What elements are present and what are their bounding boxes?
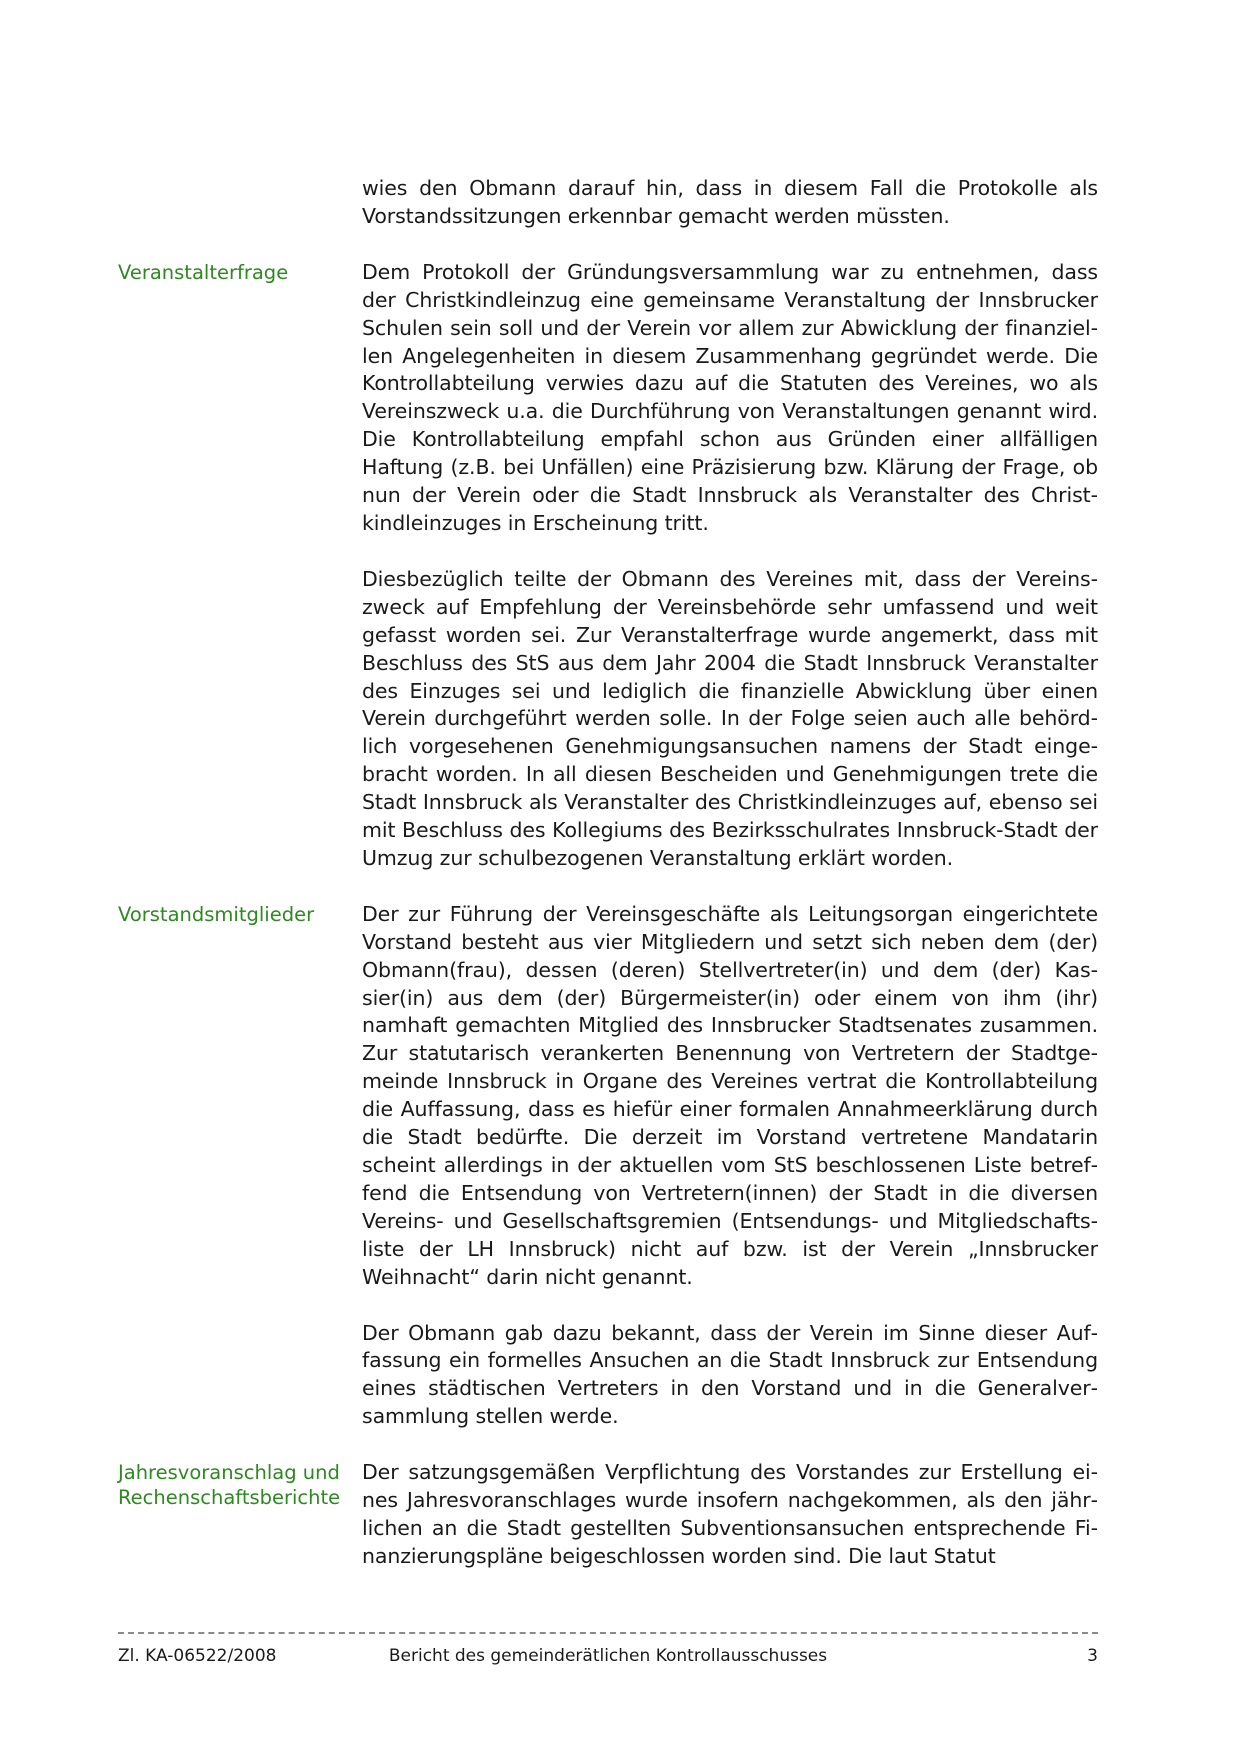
section-veranstalterfrage [118, 259, 1098, 901]
paragraph: Diesbezüglich teilte der Obmann des Vereines mit, dass der Vereinszweck auf Empfehlung der Vereinsbehörde sehr umfassend und weit gefasst worden sei. Zur Veranstalterfrage wurde angemerkt, dass mit Beschluss des StS aus dem Jahr 2004 die Stadt Innsbruck Veranstalter des Einzuges sei und lediglich die finanzielle Abwicklung über einen Verein durchgeführt werden solle. In der Folge seien auch alle behördlich vorgesehenen Genehmigungsansuchen namens der Stadt eingebracht worden. In all diesen Bescheiden und Genehmigungen trete die Stadt Innsbruck als Veranstalter des Christkindleinzuges auf, ebenso sei mit Beschluss des Kollegiums des Bezirksschulrates Innsbruck-Stadt der Umzug zur schulbezogenen Veranstaltung erklärt worden. [362, 566, 1098, 870]
section-body [362, 259, 1098, 901]
section-jahresvoranschlag [118, 1459, 1098, 1599]
section-body [362, 1459, 1098, 1599]
margin-label [118, 175, 362, 176]
footer-page-number: 3 [1087, 1646, 1098, 1666]
margin-label-jahresvoranschlag: Jahresvoranschlag und Rechenschaftsberichte [118, 1461, 341, 1510]
section-body [362, 901, 1098, 1459]
paragraph: Der zur Führung der Vereinsgeschäfte als Leitungsorgan eingerichtete Vorstand besteht aus vier Mitgliedern und setzt sich neben dem (der) Obmann(frau), dessen (deren) Stellvertreter(in) und dem (der) Kassier(in) aus dem (der) Bürgermeister(in) oder einem von ihm (ihr) namhaft gemachten Mitglied des Innsbrucker Stadtsenates zusammen. Zur statutarisch verankerten Benennung von Vertretern der Stadtgemeinde Innsbruck in Organe des Vereines vertrat die Kontrollabteilung die Auffassung, dass es hiefür einer formalen Annahmeerklärung durch die Stadt bedürfte. Die derzeit im Vorstand vertretene Mandatarin scheint allerdings in der aktuellen vom StS beschlossenen Liste betreffend die Entsendung von Vertretern(innen) der Stadt in die diversen Vereins- und Gesellschaftsgremien (Entsendungs- und Mitgliedschaftsliste der LH Innsbruck) nicht auf bzw. ist der Verein „Innsbrucker Weihnacht“ darin nicht genannt. [362, 901, 1098, 1289]
page-content [118, 175, 1098, 1599]
section-continuation [118, 175, 1098, 259]
section-body [362, 175, 1098, 259]
paragraph: Dem Protokoll der Gründungsversammlung war zu entnehmen, dass der Christkindleinzug eine gemeinsame Veranstaltung der Innsbrucker Schulen sein soll und der Verein vor allem zur Abwicklung der finanziellen Angelegenheiten in diesem Zusammenhang gegründet werde. Die Kontrollabteilung verwies dazu auf die Statuten des Vereines, wo als Vereinszweck u.a. die Durchführung von Veranstaltungen genannt wird. Die Kontrollabteilung empfahl schon aus Gründen einer allfälligen Haftung (z.B. bei Unfällen) eine Präzisierung bzw. Klärung der Frage, ob nun der Verein oder die Stadt Innsbruck als Veranstalter des Christkindleinzuges in Erscheinung tritt. [362, 259, 1098, 535]
page-footer [118, 1632, 1098, 1668]
paragraph: wies den Obmann darauf hin, dass in diesem Fall die Protokolle als Vorstandssitzungen erkennbar gemacht werden müssten. [362, 176, 1098, 228]
margin-label-veranstalterfrage: Veranstalterfrage [118, 260, 289, 284]
paragraph: Der satzungsgemäßen Verpflichtung des Vorstandes zur Erstellung eines Jahresvoranschlages wurde insofern nachgekommen, als den jährlichen an die Stadt gestellten Subventionsansuchen entsprechende Finanzierungspläne beigeschlossen worden sind. Die laut Statut [362, 1460, 1098, 1568]
section-vorstandsmitglieder [118, 901, 1098, 1459]
footer-reference: Zl. KA-06522/2008 [118, 1646, 277, 1666]
margin-label-vorstandsmitglieder: Vorstandsmitglieder [118, 902, 315, 926]
paragraph: Der Obmann gab dazu bekannt, dass der Verein im Sinne dieser Auffassung ein formelles Ansuchen an die Stadt Innsbruck zur Entsendung eines städtischen Vertreters in den Vorstand und in die Generalversammlung stellen werde. [362, 1320, 1098, 1429]
footer-title: Bericht des gemeinderätlichen Kontrollausschusses [388, 1646, 828, 1666]
